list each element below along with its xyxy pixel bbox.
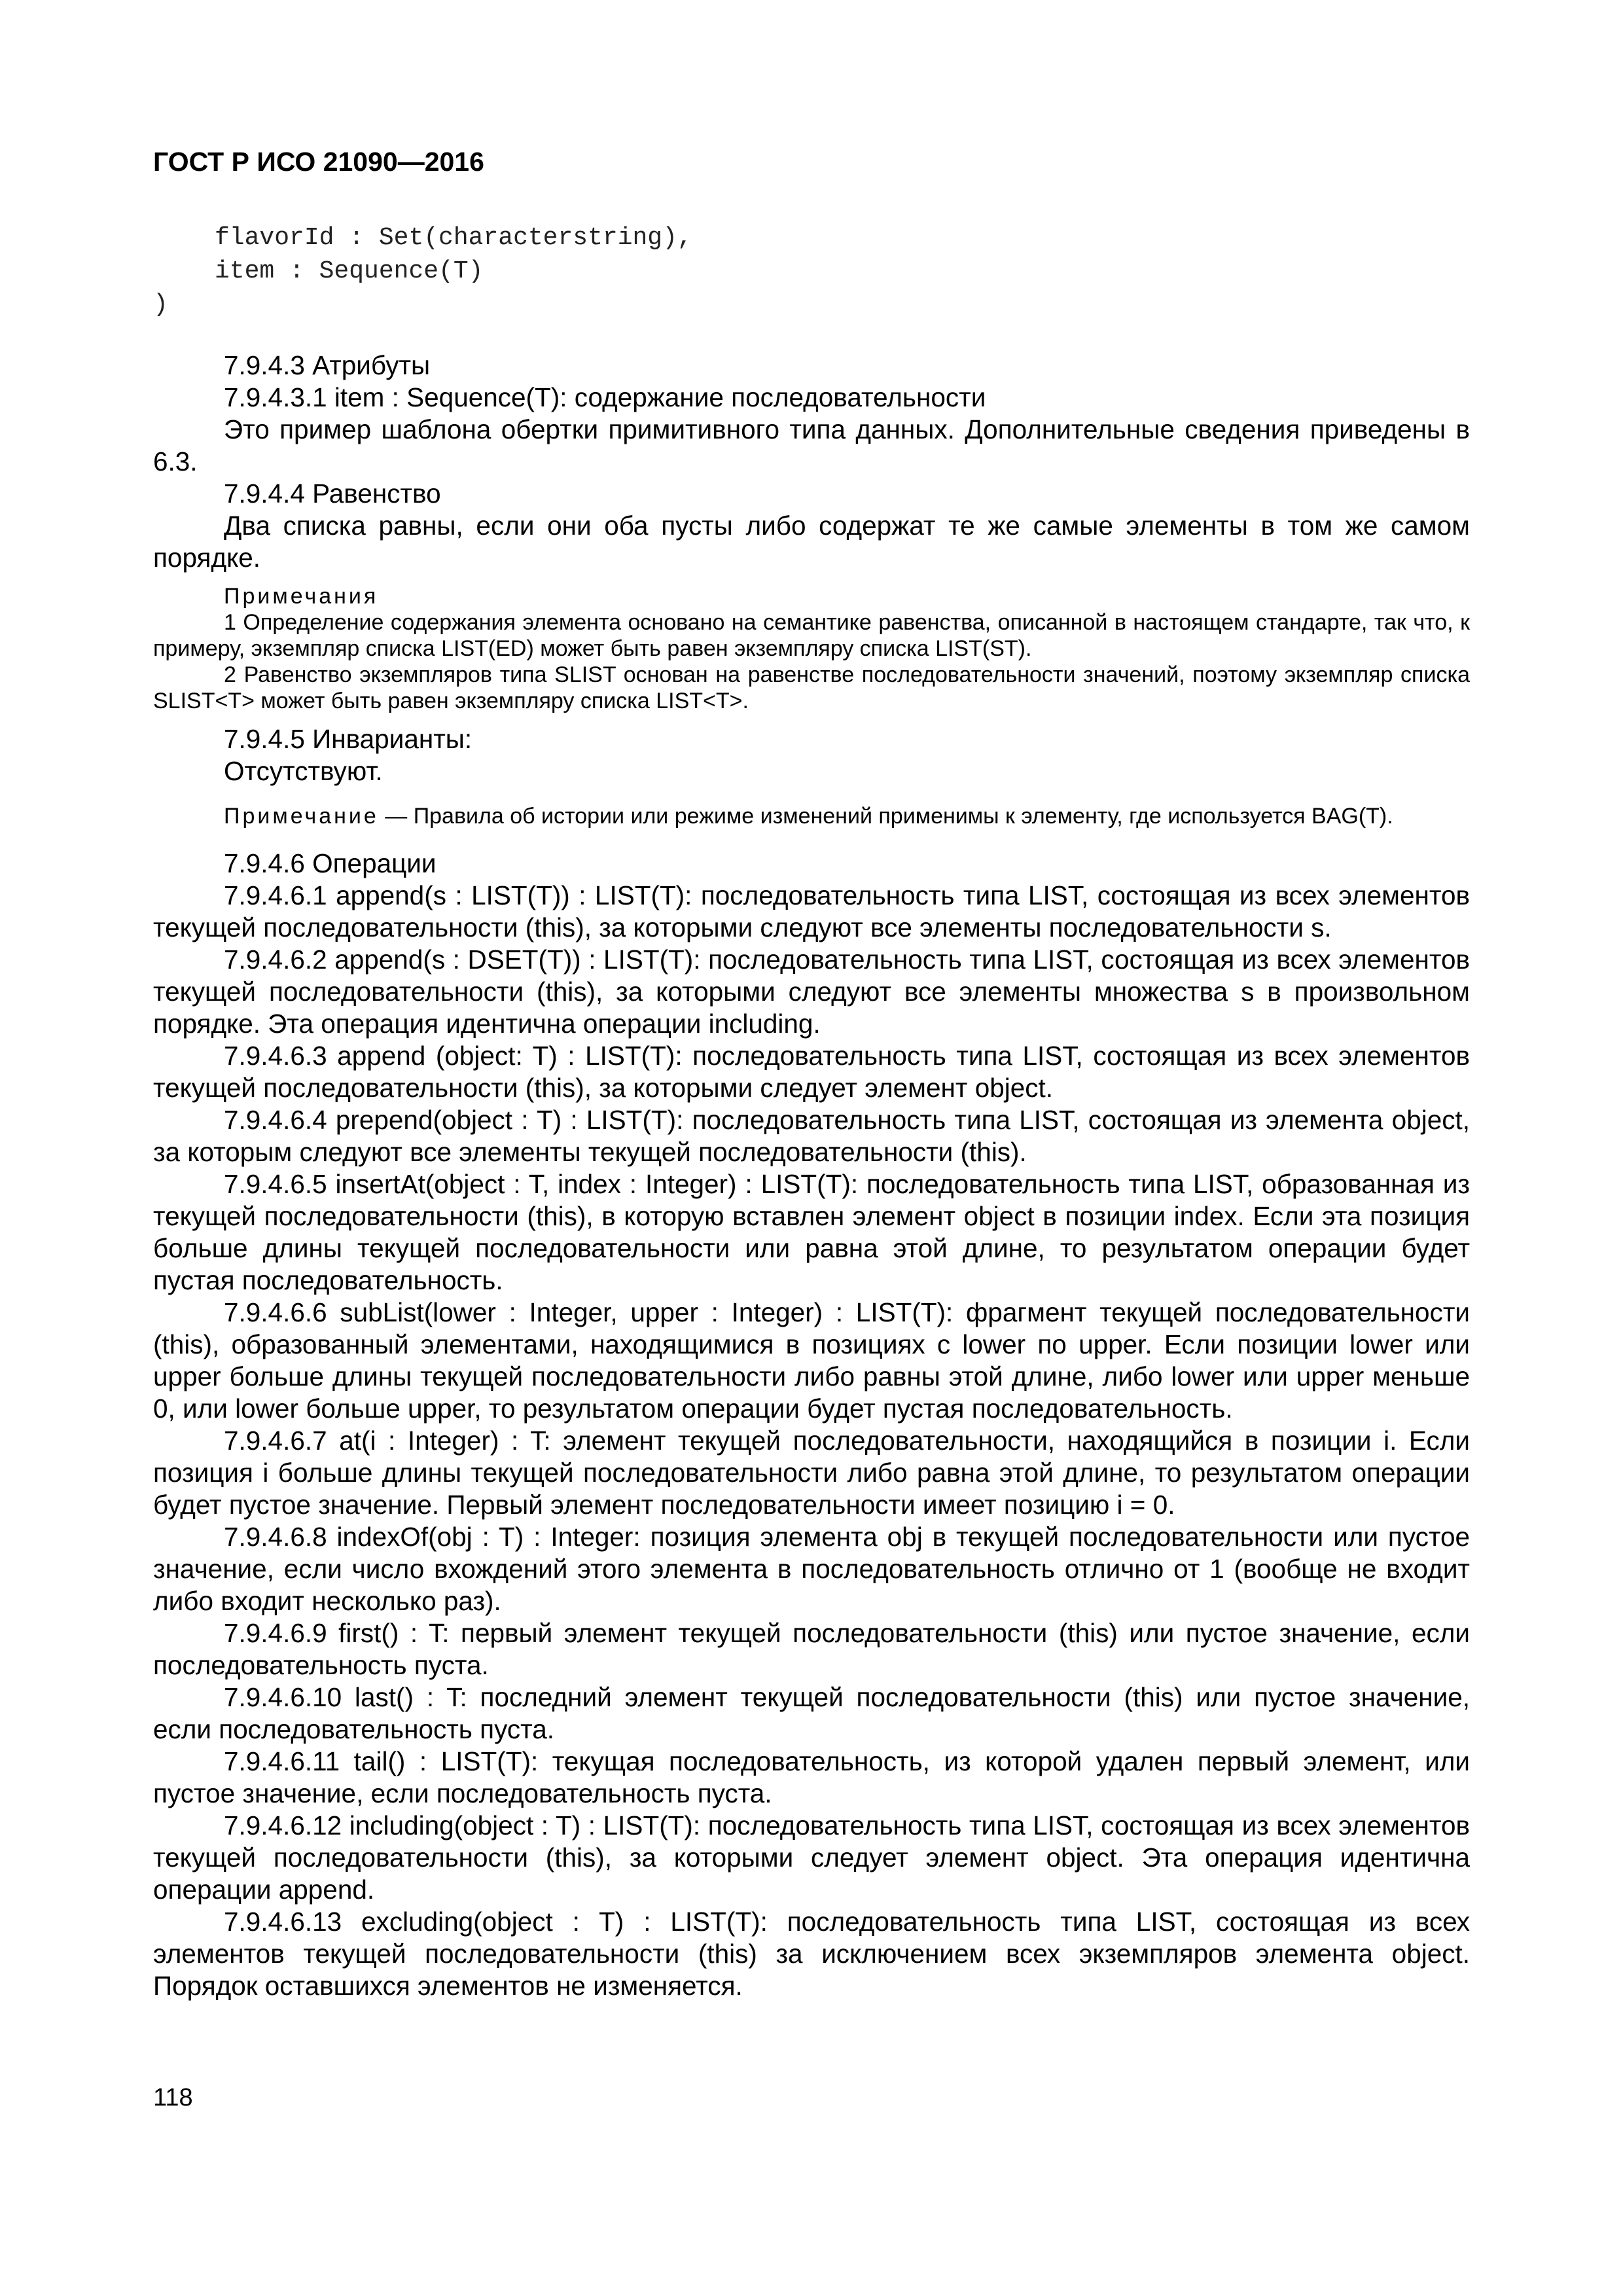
paragraph: 7.9.4.6.12 including(object : T) : LIST(T): последовательность типа LIST, состоящая из всех элементов текущей последовательности (this), за которыми следует элемент object. Эта операция идентична операции append. [153, 1810, 1470, 1905]
paragraph: 7.9.4.6.2 append(s : DSET(T)) : LIST(T): последовательность типа LIST, состоящая из всех элементов текущей последовательности (this), за которыми следуют все элементы множества s в произвольном порядке. Эта операция идентична операции including. [153, 944, 1470, 1039]
section-heading: 7.9.4.6 Операции [224, 848, 437, 878]
paragraph: 7.9.4.6.10 last() : T: последний элемент текущей последовательности (this) или пустое значение, если последовательность пуста. [153, 1682, 1470, 1744]
section-heading: 7.9.4.5 Инварианты: [224, 724, 473, 754]
document-body [153, 350, 1470, 2002]
paragraph: 7.9.4.6.13 excluding(object : T) : LIST(T): последовательность типа LIST, состоящая из всех элементов текущей последовательности (this) за исключением всех экземпляров элемента object. Порядок оставшихся элементов не изменяется. [153, 1907, 1470, 2001]
code-line: item : Sequence(T) [215, 257, 484, 285]
notes-heading: Примечания [224, 584, 379, 609]
section-heading: 7.9.4.4 Равенство [224, 478, 441, 509]
paragraph: Два списка равны, если они оба пусты либо содержат те же самые элементы в том же самом порядке. [153, 511, 1470, 573]
paragraph: 7.9.4.6.7 at(i : Integer) : T: элемент текущей последовательности, находящийся в позиции i. Если позиция i больше длины текущей последовательности либо равна этой длине, то результатом операции будет пустое значение. Первый элемент последовательности имеет позицию i = 0. [153, 1426, 1470, 1520]
code-line: flavorId : Set(characterstring), [215, 224, 692, 252]
note-paragraph [153, 803, 1470, 829]
document-header: ГОСТ Р ИСО 21090—2016 [153, 147, 484, 177]
paragraph: 7.9.4.6.9 first() : T: первый элемент текущей последовательности (this) или пустое значение, если последовательность пуста. [153, 1618, 1470, 1680]
paragraph: 7.9.4.6.11 tail() : LIST(T): текущая последовательность, из которой удален первый элемент, или пустое значение, если последовательность пуста. [153, 1746, 1470, 1808]
code-line: ) [153, 291, 168, 319]
code-listing [153, 221, 1470, 321]
paragraph: Это пример шаблона обертки примитивного типа данных. Дополнительные сведения приведены в 6.3. [153, 414, 1470, 476]
note-text: — Правила об истории или режиме изменений применимы к элементу, где используется BAG(T). [378, 804, 1393, 829]
paragraph: Отсутствуют. [224, 756, 383, 786]
paragraph: 7.9.4.6.8 indexOf(obj : T) : Integer: позиция элемента obj в текущей последовательности или пустое значение, если число вхождений этого элемента в последовательность отлично от 1 (вообще не входит либо входит несколько раз). [153, 1522, 1470, 1616]
paragraph: 7.9.4.6.6 subList(lower : Integer, upper : Integer) : LIST(T): фрагмент текущей последовательности (this), образованный элементами, находящимися в позициях с lower по upper. Если позиции lower или upper больше длины текущей последовательности либо равны этой длине, либо lower или upper меньше 0, или lower больше upper, то результатом операции будет пустая последовательность. [153, 1297, 1470, 1424]
paragraph: 7.9.4.6.3 append (object: T) : LIST(T): последовательность типа LIST, состоящая из всех элементов текущей последовательности (this), за которыми следует элемент object. [153, 1041, 1470, 1103]
note-paragraph: 1 Определение содержания элемента основано на семантике равенства, описанной в настоящем стандарте, так что, к примеру, экземпляр списка LIST(ED) может быть равен экземпляру списка LIST(ST). [153, 610, 1470, 661]
note-label: Примечание [224, 804, 379, 829]
paragraph: 7.9.4.6.5 insertAt(object : T, index : Integer) : LIST(T): последовательность типа LIST, образованная из текущей последовательности (this), в которую вставлен элемент object в позиции index. Если эта позиция больше длины текущей последовательности или равна этой длине, то результатом операции будет пустая последовательность. [153, 1169, 1470, 1295]
paragraph: 7.9.4.3.1 item : Sequence(T): содержание последовательности [224, 382, 986, 412]
section-heading: 7.9.4.3 Атрибуты [224, 350, 431, 380]
paragraph: 7.9.4.6.4 prepend(object : T) : LIST(T): последовательность типа LIST, состоящая из элемента object, за которым следуют все элементы текущей последовательности (this). [153, 1105, 1470, 1167]
note-paragraph: 2 Равенство экземпляров типа SLIST основан на равенстве последовательности значений, поэтому экземпляр списка SLIST<T> может быть равен экземпляру списка LIST<T>. [153, 662, 1470, 713]
paragraph: 7.9.4.6.1 append(s : LIST(T)) : LIST(T): последовательность типа LIST, состоящая из всех элементов текущей последовательности (this), за которыми следуют все элементы последовательности s. [153, 880, 1470, 942]
page-number: 118 [153, 2084, 193, 2111]
